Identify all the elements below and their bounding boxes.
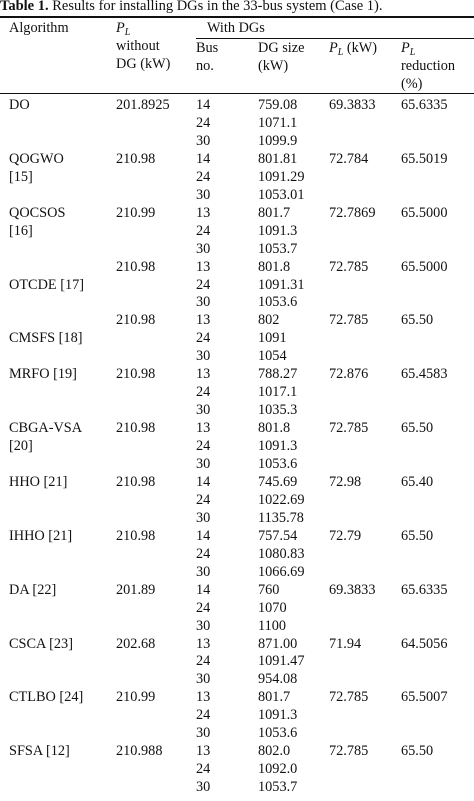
pl-without-dg: 210.98 [116, 420, 156, 437]
pl-without-dg: 210.99 [116, 204, 156, 221]
dg-size: 757.54 [258, 527, 298, 544]
dg-size: 802.0 [258, 743, 291, 760]
bus-number: 24 [196, 330, 211, 347]
bus-number: 13 [196, 258, 211, 275]
dg-size: 1053.7 [258, 240, 298, 257]
bus-number: 13 [196, 204, 211, 221]
bus-number: 30 [196, 725, 211, 742]
dg-size: 1022.69 [258, 491, 305, 508]
header-pl-reduction: $P_L$ [401, 40, 416, 58]
header-bottom-rule [0, 93, 474, 94]
bus-number: 24 [196, 384, 211, 401]
dg-size: 1092.0 [258, 761, 298, 778]
header-subrule [196, 38, 474, 39]
header-reduction: reduction [401, 58, 455, 74]
pl-reduction: 65.5000 [401, 258, 448, 275]
bus-number: 30 [196, 186, 211, 203]
algorithm-name: SFSA [12] [9, 743, 70, 760]
pl-reduction: 65.6335 [401, 581, 448, 598]
bus-number: 24 [196, 438, 211, 455]
dg-size: 1091.3 [258, 438, 298, 455]
pl-with-dg: 72.785 [329, 258, 369, 275]
pl-with-dg: 72.7869 [329, 204, 376, 221]
dg-size: 1071.1 [258, 114, 298, 131]
bus-number: 30 [196, 132, 211, 149]
dg-size: 745.69 [258, 473, 298, 490]
dg-size: 802 [258, 312, 280, 329]
bus-number: 24 [196, 276, 211, 293]
header-without: without [116, 38, 160, 54]
algorithm-name: IHHO [21] [9, 527, 73, 544]
bus-number: 30 [196, 509, 211, 526]
dg-size: 1091 [258, 330, 287, 347]
dg-size: 801.7 [258, 204, 291, 221]
algorithm-name: [15] [9, 168, 33, 185]
pl-reduction: 65.50 [401, 312, 434, 329]
dg-size: 1053.6 [258, 725, 298, 742]
pl-without-dg: 210.99 [116, 689, 156, 706]
algorithm-name: [16] [9, 222, 33, 239]
bus-number: 13 [196, 312, 211, 329]
header-reduction-unit: (%) [401, 76, 423, 92]
algorithm-name: MRFO [19] [9, 366, 77, 383]
dg-size: 1100 [258, 617, 287, 634]
bus-number: 13 [196, 420, 211, 437]
header-dg-size: DG size [258, 40, 305, 56]
pl-with-dg: 72.784 [329, 150, 369, 167]
dg-size: 801.8 [258, 258, 291, 275]
bus-number: 24 [196, 707, 211, 724]
pl-with-dg: 69.3833 [329, 581, 376, 598]
dg-size: 1091.3 [258, 707, 298, 724]
dg-size: 1135.78 [258, 509, 304, 526]
dg-size: 1054 [258, 348, 287, 365]
header-pl-without: $P_L$ [116, 20, 131, 38]
pl-without-dg: 202.68 [116, 635, 156, 652]
algorithm-name: CMSFS [18] [9, 330, 83, 347]
pl-with-dg: 72.79 [329, 527, 362, 544]
algorithm-name: OTCDE [17] [9, 276, 85, 293]
pl-reduction: 65.50 [401, 420, 434, 437]
algorithm-name: CBGA-VSA [9, 420, 83, 437]
bus-number: 24 [196, 168, 211, 185]
top-rule [0, 16, 474, 18]
header-bus-no: no. [196, 58, 214, 74]
dg-size: 1053.6 [258, 456, 298, 472]
table-title: Results for installing DGs in the 33-bus system (Case 1). [52, 0, 383, 14]
dg-size: 1091.29 [258, 168, 305, 185]
pl-reduction: 64.5056 [401, 635, 448, 652]
header-dg-size-unit: (kW) [258, 58, 289, 74]
bus-number: 30 [196, 617, 211, 634]
pl-with-dg: 69.3833 [329, 97, 376, 113]
pl-without-dg: 210.98 [116, 527, 156, 544]
bus-number: 30 [196, 240, 211, 257]
bus-number: 13 [196, 366, 211, 383]
pl-with-dg: 72.785 [329, 420, 369, 437]
bus-number: 14 [196, 581, 211, 598]
dg-size: 871.00 [258, 635, 298, 652]
pl-without-dg: 201.8925 [116, 97, 170, 113]
dg-size: 1053.01 [258, 186, 305, 203]
dg-size: 1091.31 [258, 276, 305, 293]
bus-number: 30 [196, 294, 211, 311]
bus-number: 30 [196, 402, 211, 419]
bus-number: 30 [196, 348, 211, 365]
pl-with-dg: 72.98 [329, 473, 362, 490]
algorithm-name: CSCA [23] [9, 635, 73, 652]
pl-with-dg: 72.785 [329, 312, 369, 329]
header-algorithm: Algorithm [9, 20, 69, 36]
bus-number: 30 [196, 779, 211, 796]
pl-reduction: 65.5007 [401, 689, 448, 706]
header-bus: Bus [196, 40, 219, 56]
algorithm-name: CTLBO [24] [9, 689, 84, 706]
pl-with-dg: 72.785 [329, 689, 369, 706]
bus-number: 24 [196, 222, 211, 239]
dg-size: 801.8 [258, 420, 291, 437]
table-caption [0, 0, 474, 14]
bus-number: 30 [196, 671, 211, 688]
bus-number: 24 [196, 545, 211, 562]
algorithm-name: [20] [9, 438, 33, 455]
dg-size: 788.27 [258, 366, 298, 383]
bus-number: 14 [196, 150, 211, 167]
bus-number: 14 [196, 527, 211, 544]
bus-number: 13 [196, 743, 211, 760]
bus-number: 24 [196, 491, 211, 508]
dg-size: 759.08 [258, 97, 298, 113]
pl-without-dg: 210.98 [116, 258, 156, 275]
pl-without-dg: 210.98 [116, 150, 156, 167]
pl-reduction: 65.6335 [401, 97, 448, 113]
algorithm-name: QOCSOS [9, 204, 66, 221]
dg-size: 1080.83 [258, 545, 305, 562]
algorithm-name: DA [22] [9, 581, 57, 598]
bus-number: 13 [196, 689, 211, 706]
header-without-unit: DG (kW) [116, 56, 171, 72]
bus-number: 24 [196, 653, 211, 670]
bus-number: 24 [196, 114, 211, 131]
dg-size: 760 [258, 581, 280, 598]
pl-with-dg: 71.94 [329, 635, 362, 652]
algorithm-name: DO [9, 97, 30, 113]
table-label: Table 1. [0, 0, 49, 14]
pl-with-dg: 72.876 [329, 366, 369, 383]
dg-size: 1099.9 [258, 132, 298, 149]
dg-size: 1070 [258, 599, 287, 616]
algorithm-name: HHO [21] [9, 473, 68, 490]
pl-with-dg: 72.785 [329, 743, 369, 760]
bus-number: 14 [196, 473, 211, 490]
dg-size: 1035.3 [258, 402, 298, 419]
bus-number: 13 [196, 635, 211, 652]
dg-size: 1091.3 [258, 222, 298, 239]
algorithm-name: QOGWO [9, 150, 64, 167]
dg-size: 1066.69 [258, 563, 305, 580]
header-with-dgs: With DGs [207, 20, 265, 36]
bus-number: 24 [196, 599, 211, 616]
dg-size: 1053.6 [258, 294, 298, 311]
pl-without-dg: 210.988 [116, 743, 163, 760]
bus-number: 24 [196, 761, 211, 778]
pl-without-dg: 210.98 [116, 312, 156, 329]
dg-size: 801.7 [258, 689, 291, 706]
dg-size: 1017.1 [258, 384, 298, 401]
pl-reduction: 65.4583 [401, 366, 448, 383]
pl-reduction: 65.5000 [401, 204, 448, 221]
pl-reduction: 65.5019 [401, 150, 448, 167]
dg-size: 954.08 [258, 671, 298, 688]
pl-reduction: 65.50 [401, 527, 434, 544]
pl-without-dg: 210.98 [116, 473, 156, 490]
dg-size: 1091.47 [258, 653, 305, 670]
pl-without-dg: 201.89 [116, 581, 156, 598]
bus-number: 14 [196, 97, 211, 113]
bus-number: 30 [196, 563, 211, 580]
dg-size: 801.81 [258, 150, 298, 167]
header-pl-kw: $P_L$ (kW) [329, 40, 378, 58]
dg-size: 1053.7 [258, 779, 298, 796]
pl-without-dg: 210.98 [116, 366, 156, 383]
bus-number: 30 [196, 456, 211, 472]
pl-reduction: 65.50 [401, 743, 434, 760]
pl-reduction: 65.40 [401, 473, 434, 490]
